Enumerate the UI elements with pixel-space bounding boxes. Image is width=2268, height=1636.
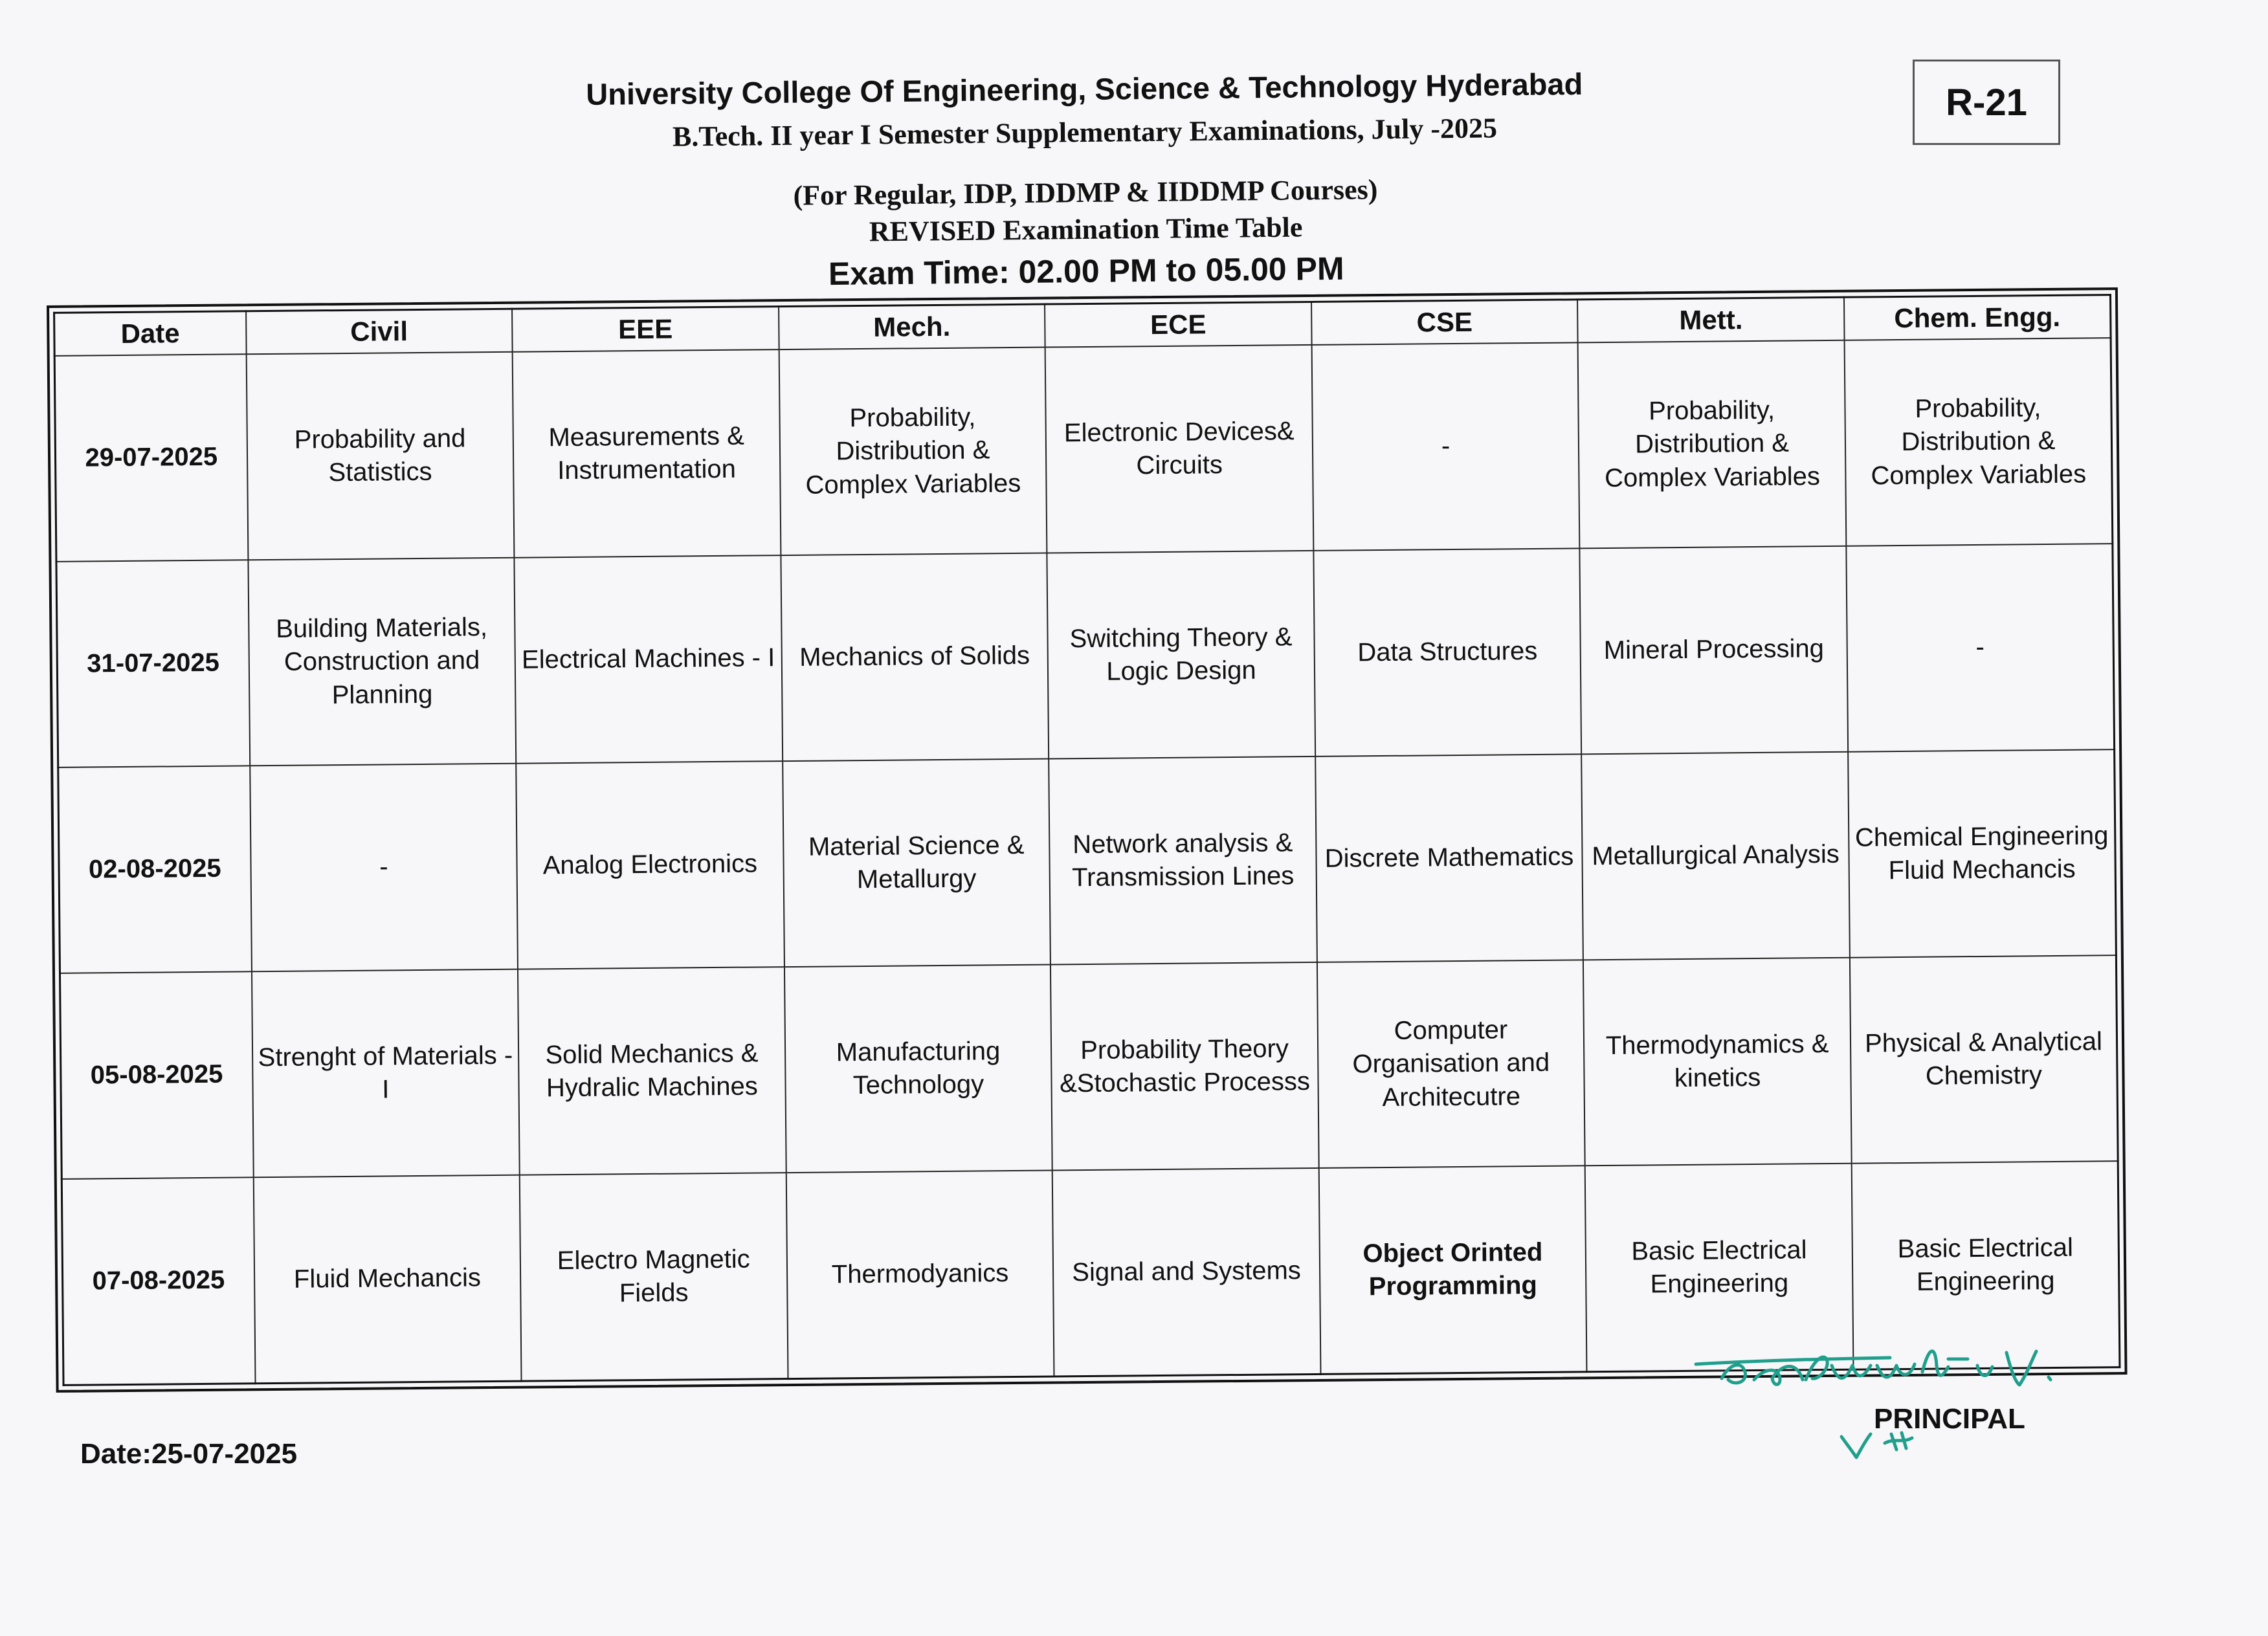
table-row [54,338,2113,562]
table-cell-date: 05-08-2025 [60,971,254,1179]
exam-time: Exam Time: 02.00 PM to 05.00 PM [828,250,1344,293]
principal-title: PRINCIPAL [1874,1403,2025,1435]
table-cell: Measurements & Instrumentation [513,349,781,558]
table-cell: Thermodynamics & kinetics [1583,958,1851,1166]
column-header-cse: CSE [1311,300,1578,345]
table-cell: Switching Theory & Logic Design [1047,551,1315,759]
table-cell: Probability, Distribution & Complex Variables [779,348,1047,556]
table-cell-date: 07-08-2025 [61,1177,255,1385]
table-cell-date: 29-07-2025 [54,354,248,562]
table-cell: Probability, Distribution & Complex Variables [1578,340,1846,549]
column-header-mett: Mett. [1577,297,1844,342]
document-header [453,65,1717,296]
table-cell: Data Structures [1313,548,1581,757]
column-header-date: Date [54,311,247,356]
table-cell: Material Science & Metallurgy [783,759,1051,967]
column-header-civil: Civil [246,309,513,354]
table-cell: Electronic Devices& Circuits [1045,345,1313,553]
table-cell: Mineral Processing [1580,546,1848,755]
table-row [56,544,2115,768]
table-cell: - [250,764,518,972]
table-cell: Solid Mechanics & Hydralic Machines [518,967,786,1175]
table-cell: Physical & Analytical Chemistry [1850,955,2118,1164]
timetable-title: REVISED Examination Time Table [869,211,1303,248]
table-row [60,955,2118,1179]
regulation-code: R-21 [1913,60,2060,145]
table-cell: Thermodyanics [786,1170,1054,1378]
table-cell: Signal and Systems [1052,1168,1320,1376]
table-row [58,749,2117,973]
table-cell: Strenght of Materials - I [251,969,519,1178]
table-cell: Manufacturing Technology [784,965,1052,1173]
table-cell: Fluid Mechancis [253,1175,521,1384]
issue-date: Date:25-07-2025 [80,1438,298,1470]
table-cell: Computer Organisation and Architecutre [1317,960,1585,1168]
table-cell: Mechanics of Solids [781,553,1049,762]
timetable-frame [47,287,2128,1393]
table-cell: Building Materials, Construction and Planning [248,558,516,766]
table-cell: - [1311,342,1579,551]
table-cell-date: 31-07-2025 [56,560,250,768]
table-cell-date: 02-08-2025 [58,766,252,973]
exam-title: B.Tech. II year I Semester Supplementary Examinations, July -2025 [672,112,1498,153]
column-header-chem: Chem. Engg. [1844,295,2111,340]
table-cell: Probability and Statistics [246,352,514,560]
table-cell: Object Orinted Programming [1318,1166,1586,1374]
table-cell: Electrical Machines - I [514,555,782,764]
table-cell: Network analysis & Transmission Lines [1049,757,1317,965]
table-cell: Metallurgical Analysis [1581,752,1849,960]
table-cell: Electro Magnetic Fields [520,1173,788,1381]
table-cell: Chemical Engineering Fluid Mechancis [1848,749,2116,958]
table-cell: Analog Electronics [516,761,784,969]
column-header-mech: Mech. [779,304,1045,349]
column-header-eee: EEE [512,307,779,352]
table-cell: Probability Theory &Stochastic Processs [1051,962,1318,1171]
column-header-ece: ECE [1045,302,1311,347]
courses-note: (For Regular, IDP, IDDMP & IIDDMP Courses) [793,173,1378,212]
college-name: University College Of Engineering, Science & Technology Hyderabad [586,66,1583,112]
table-cell: Discrete Mathematics [1315,754,1583,962]
table-cell: Basic Electrical Engineering [1585,1164,1853,1372]
table-cell: Basic Electrical Engineering [1852,1161,2120,1369]
table-cell: Probability, Distribution & Complex Variables [1844,338,2112,546]
timetable [53,294,2120,1386]
table-cell: - [1846,544,2114,752]
